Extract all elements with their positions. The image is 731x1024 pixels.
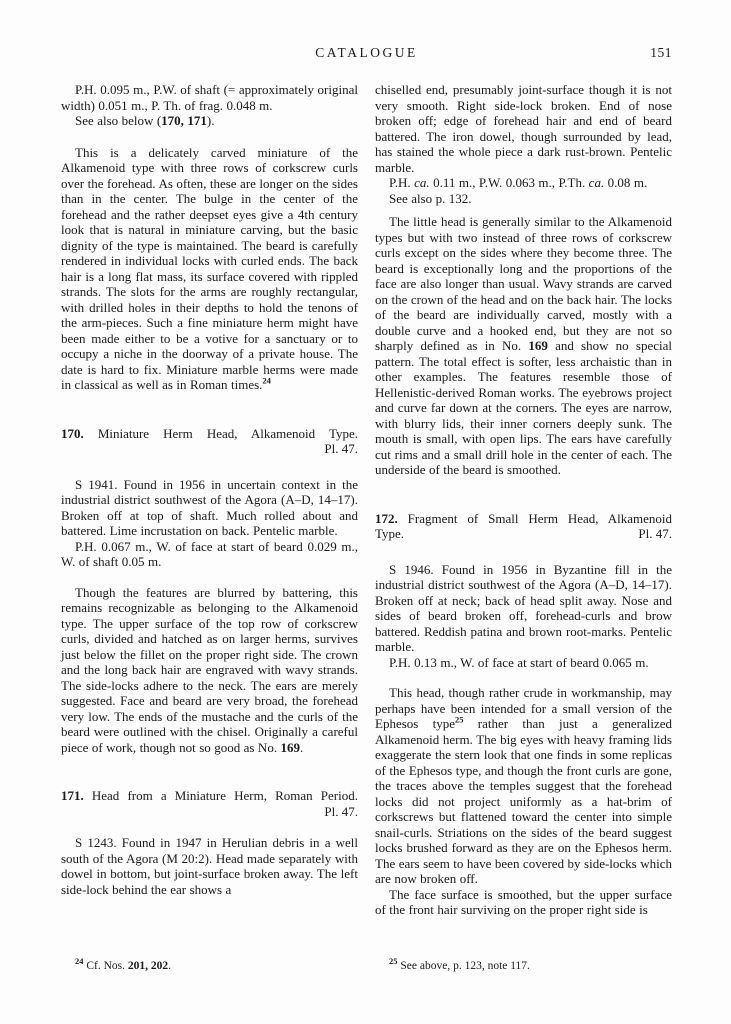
page-title: CATALOGUE <box>315 45 418 60</box>
vertical-space <box>61 129 358 145</box>
entry-title-continuation: Type. <box>375 526 405 541</box>
entry-title: 171. Head from a Miniature Herm, Roman Period. <box>61 788 358 803</box>
entry-heading <box>375 511 672 542</box>
dimensions-text: P.H. 0.13 m., W. of face at start of beard 0.065 m. <box>389 654 649 670</box>
vertical-space <box>61 393 358 426</box>
entry-title-line2 <box>61 804 358 820</box>
right-column <box>375 82 672 918</box>
dimensions-text: P.H. 0.095 m., P.W. of shaft (= approximately original width) 0.051 m., P. Th. of frag. 0.048 m. <box>61 82 358 113</box>
text-columns <box>61 82 672 918</box>
entry-title: 170. Miniature Herm Head, Alkamenoid Type. <box>61 425 358 441</box>
entry-title: 172. Fragment of Small Herm Head, Alkamenoid <box>375 510 672 526</box>
vertical-space <box>375 206 672 214</box>
dimensions-text: P.H. 0.067 m., W. of face at start of beard 0.029 m., W. of shaft 0.05 m. <box>61 538 358 569</box>
entry-title-line2 <box>375 526 672 542</box>
footnotes <box>61 956 672 973</box>
findspot-paragraph: S 1941. Found in 1956 in uncertain context in the industrial district southwest of the Agora (A–D, 14–17). Broken off at top of shaft. Much rolled about and battered. Lime incrustation on back. Pentelic marble. <box>61 476 358 538</box>
description-paragraph: This is a delicately carved miniature of the Alkamenoid type with three rows of corkscrew curls over the forehead. As often, these are longer on the sides than in the center. The bulge in the center of the forehead and the rather deepset eyes give a 4th century look that is natural in miniature carving, but the basic dignity of the type is maintained. The beard is carefully rendered in individual locks with curled ends. The back hair is a long flat mass, its surface covered with rippled strands. The slots for the arms are roughly rectangular, with drilled holes in their depths to hold the tenons of the arm-pieces. Such a fine miniature herm might have been made either to be a votive for a sanctuary or to occupy a niche in the doorway of a private house. The date is hard to fix. Miniature marble herms were made in classical as well as in Roman times.$^{24}$ <box>61 144 358 392</box>
plate-reference: Pl. 47. <box>324 441 358 456</box>
entry-title-line2 <box>61 441 358 457</box>
vertical-space <box>61 755 358 788</box>
findspot-paragraph: S 1243. Found in 1947 in Herulian debris in a well south of the Agora (M 20:2). Head made separately with dowel in bottom, but joint-surface broken away. The left side-lock behind the ear shows a <box>61 835 358 897</box>
footnote: $^{24}$ Cf. Nos. 201, 202. <box>75 956 172 972</box>
entry-heading <box>61 788 358 819</box>
entry-heading <box>61 426 358 457</box>
findspot-paragraph: S 1946. Found in 1956 in Byzantine fill in the industrial district southwest of the Agora (A–D, 14–17). Broken off at neck; back of head split away. Nose and sides of beard broken off, forehead-curls and brow battered. Reddish patina and brown root-marks. Pentelic marble. <box>375 561 672 654</box>
vertical-space <box>61 570 358 585</box>
vertical-space <box>375 670 672 685</box>
plate-reference: Pl. 47. <box>638 526 672 541</box>
description-paragraph: Though the features are blurred by battering, this remains recognizable as belonging to the Alkamenoid type. The upper surface of the top row of corkscrew curls, divided and hatched as on larger herms, survives just below the fillet on the proper right side. The crown and the long back hair are engraved with wavy strands. The side-locks adhere to the neck. The ears are merely suggested. Face and beard are very broad, the forehead very low. The ends of the mustache and the curls of the beard were outlined with the chisel. Originally a careful piece of work, though not so good as No. 169. <box>61 584 358 755</box>
running-head <box>61 45 672 63</box>
plate-reference: Pl. 47. <box>324 803 358 819</box>
dimensions-text: P.H. ca. 0.11 m., P.W. 0.063 m., P.Th. ca. 0.08 m. <box>389 175 648 190</box>
continuation-paragraph: chiselled end, presumably joint-surface though it is not very smooth. Right side-lock broken. End of nose broken off; edge of forehead hair and end of beard battered. The iron dowel, though surrounded by lead, has stained the whole piece a dark rust-brown. Pentelic marble. <box>375 82 672 175</box>
vertical-space <box>61 819 358 835</box>
vertical-space <box>375 542 672 562</box>
description-paragraph: The little head is generally similar to the Alkamenoid types but with two instead of three rows of corkscrew curls except on the sides where they become three. The beard is exceptionally long and the proportions of the face are also longer than usual. Wavy strands are carved on the crown of the head and on the back hair. The locks of the beard are individually carved, mostly with a double curve and a hooked end, but they are not so sharply defined as in No. 169 and show no special pattern. The total effect is softer, less archaistic than in other examples. The features resemble those of Hellenistic-derived Roman works. The eyebrows project and curve far down at the corners. The eyes are narrow, with blurry lids, their inner corners deeply sunk. The mouth is small, with open lips. The ears have carefully cut rims and a small drill hole in the center of each. The underside of the beard is smoothed. <box>375 214 672 477</box>
footnote: $^{25}$ See above, p. 123, note 117. <box>389 956 530 972</box>
page-number: 151 <box>650 45 672 60</box>
description-paragraph: This head, though rather crude in workmanship, may perhaps have been intended for a small version of the Ephesos type$^{25}$ rather than just a generalized Alkamenoid herm. The big eyes with heavy framing lids exaggerate the stern look that one finds in some replicas of the Ephesos type, and though the front curls are gone, the traces above the temples suggest that the forehead locks did not project uniformly as a hat-brim of corkscrews but flattened toward the center into simple snail-curls. Striations on the sides of the beard suggest locks brushed forward as they are on the Ephesos herm. The ears seem to have been covered by side-locks which are now broken off. <box>375 685 672 886</box>
cross-reference: See also below (170, 171). <box>75 113 215 128</box>
left-column <box>61 82 358 918</box>
cross-reference: See also p. 132. <box>389 190 472 206</box>
vertical-space <box>61 457 358 477</box>
description-paragraph: The face surface is smoothed, but the upper surface of the front hair surviving on the proper right side is <box>375 886 672 917</box>
vertical-space <box>375 478 672 511</box>
